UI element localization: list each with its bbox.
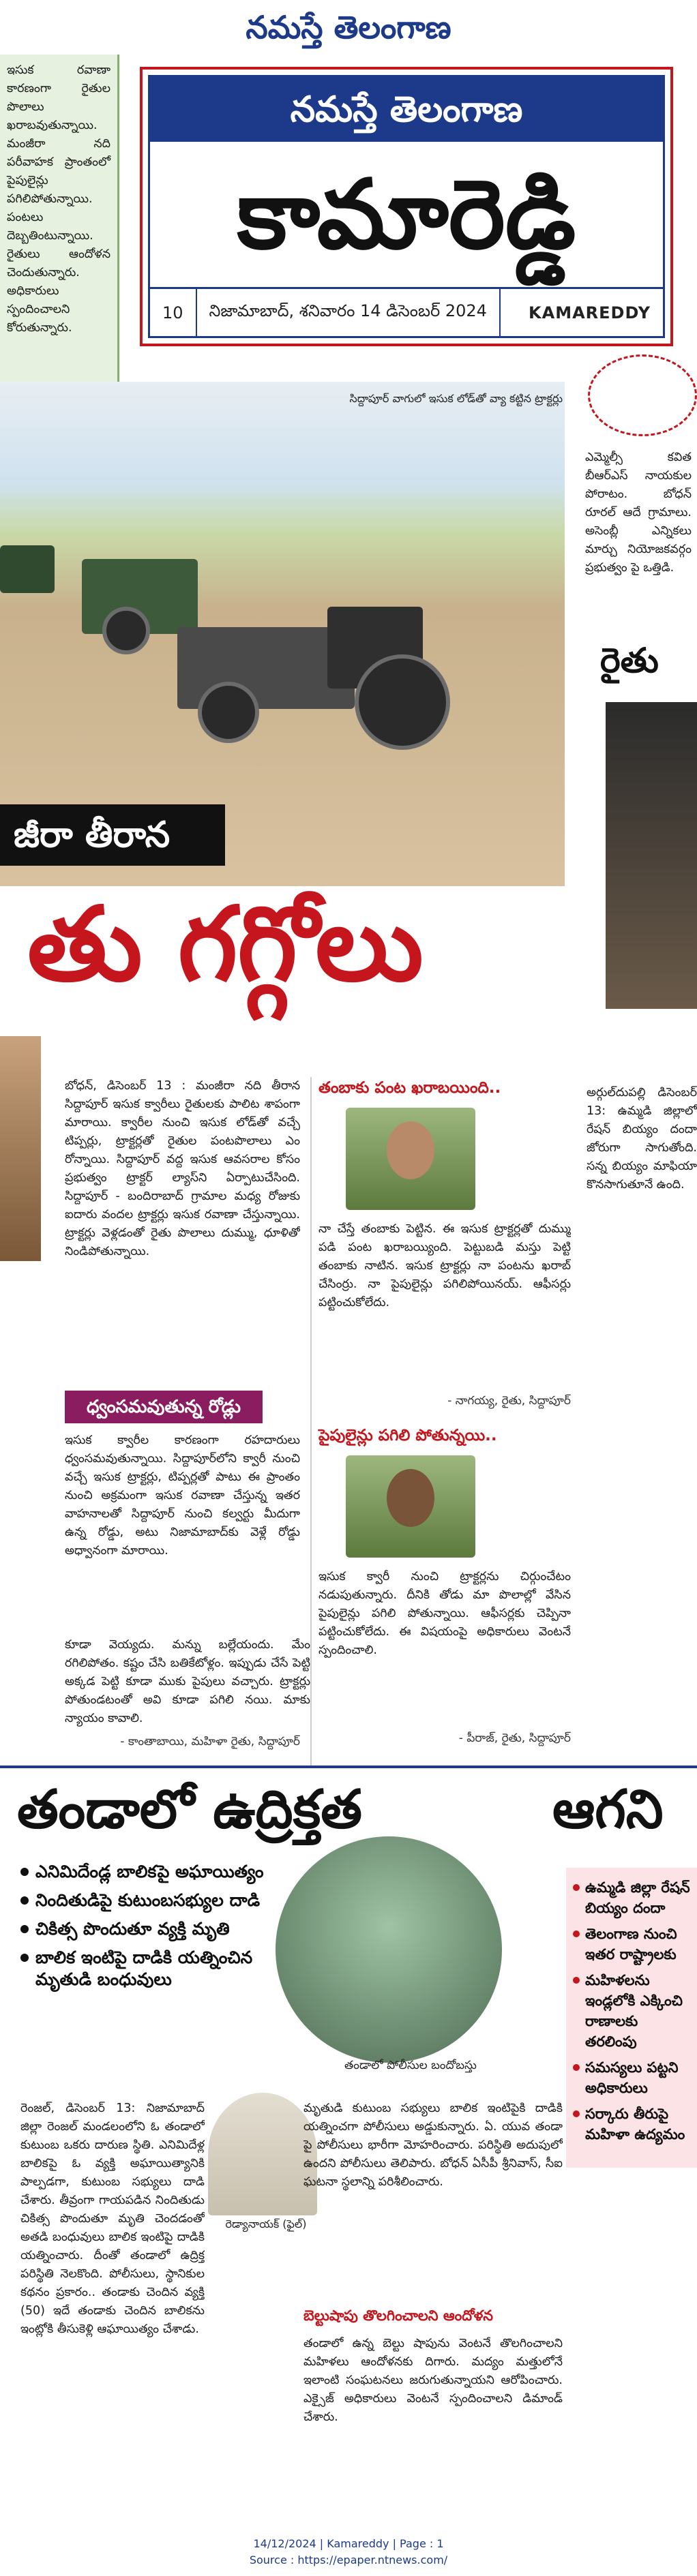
footer-line-1: 14/12/2024 | Kamareddy | Page : 1: [253, 2537, 444, 2550]
side-headline: ఆగని: [552, 1779, 664, 1840]
subhead-roads: ధ్వంసమవుతున్న రోడ్లు: [65, 1391, 263, 1423]
quote-1-attribution: - నాగయ్య, రైతు, సిద్దాపూర్: [447, 1394, 571, 1408]
edition-inner: [148, 75, 665, 338]
pink-item: తెలంగాణ నుంచి ఇతర రాష్ట్రాలకు: [573, 1924, 690, 1965]
quote-2-text: ఇసుక క్వారీ నుంచి ట్రాక్టర్లను చిర్గుంచేటం నడుపుతున్నారు. దీనికి తోడు మా పొలాల్లో వేసిన పైపులైన్లు పగిలి పోతున్నాయి. ఆఫీసర్లకు చెప్పినా పట్టించుకోలేదు. ఈ విషయంపై అధికారులు వెంటనే స్పందించాలి.: [318, 1570, 571, 1657]
right-badge: [588, 354, 697, 436]
story-column-1: బోధన్, డిసెంబర్ 13 : మంజీరా నది తీరాన సిద్దాపూర్ ఇసుక క్వారీలు రైతులకు పాలిట శాపంగా మారాయి. క్వారీల నుంచి ఇసుక లోడ్‌తో వచ్చే టిప్పర్లు, ట్రాక్టర్లతో రైతుల పంటపొలాలు ఎం రోన్నాయి. సిద్దాపూర్ వద్ద ఇసుక ఆవసరాల కోసం ప్రభుత్వం ట్రాక్టర్ ల్యాస్‌ని ఏర్పాటుచేసింది. సిద్దాపూర్ - బందిరాబాద్ గ్రామాల మధ్య రోజుకు ఐదారు వందల ట్రాక్టర్లు ఇసుక రవాణా చేస్తున్నాయి. ట్రాక్టర్లు వెళ్లడంతో రైతు పొలాలు దుమ్ము, ధూళితో నిండిపోతున్నాయి.: [65, 1079, 300, 1258]
bullet-dot: [20, 1868, 29, 1876]
pink-item: మహిళలను ఇండ్లలోకి ఎక్కించి రాణాలకు తరలింపు: [573, 1970, 690, 2052]
inset-portrait-name: రెడ్యానాయక్ (ఫైల్): [225, 2217, 307, 2230]
photo-caption: సిద్దాపూర్ వాగులో ఇసుక లోడ్‌తో వ్యా కట్టిన ట్రాక్టర్లు: [349, 392, 563, 405]
main-headline: తు గగ్గోలు: [27, 884, 424, 1004]
right-heading: రైతు: [600, 641, 659, 680]
page-footer: [0, 2536, 697, 2570]
section-divider: [0, 1766, 697, 1768]
face-shape: [387, 1121, 434, 1179]
story-column-2: ఇసుక క్వారీల కారణంగా రహదారులు ధ్వంసమవుతున్నాయి. సిద్దాపూర్‌లోని క్వారీ నుంచి వచ్చే ఇసుక ట్రాక్టర్లు, టిప్పర్లతో పాటు ఈ ప్రాంతం నుంచి అక్రమంగా ఇసుక రవాణా చేస్తున్న ఇతర వాహనాలతో సిద్దాపూర్ నుంచి కల్వర్టు మీదుగా ఉన్న రోడ్డు, అటు నిజామాబాద్‌కు వెళ్లే రోడ్డు అధ్వానంగా మారాయి.: [65, 1434, 300, 1558]
bullet-dot: [20, 1954, 29, 1962]
farmer-photo-1: [346, 1108, 475, 1210]
quote-2-title: పైపులైన్లు పగిలి పోతున్నయి..: [318, 1427, 497, 1444]
bullet-item: బాలిక ఇంటిపై దాడికి యత్నించిన మృతుడి బంధువులు: [20, 1947, 293, 1990]
attribution-1: - కాంతాబాయి, మహిళా రైతు, సిద్దాపూర్: [120, 1735, 300, 1748]
quote-1-title: తంబాకు పంట ఖరాబయింది..: [318, 1079, 501, 1097]
bullet-dot: [20, 1896, 29, 1905]
pink-item: సమస్యలు పట్టని అధికారులు: [573, 2057, 690, 2098]
bullet-dot: [573, 2064, 580, 2071]
bullet-item: ఎనిమిదేండ్ల బాలికపై అఘాయిత్యం: [20, 1861, 293, 1883]
quote-2-attribution: - పీరాజ్, రైతు, సిద్దాపూర్: [458, 1731, 571, 1745]
bullet-dot: [20, 1925, 29, 1933]
edition-code: KAMAREDDY: [529, 303, 651, 322]
masthead-title: నమస్తే తెలంగాణ: [246, 9, 451, 46]
edition-meta: [150, 287, 663, 336]
edition-box: [140, 67, 673, 346]
quote-box: [310, 1077, 576, 1766]
bullet-dot: [573, 1977, 580, 1984]
pink-item: సర్కారు తీరుపై మహిళా ఉద్యమం: [573, 2104, 690, 2145]
story-middle: మృతుడి కుటుంబ సభ్యులు బాలిక ఇంటిపైకి దాడికి యత్నించగా పోలీసులు అడ్డుకున్నారు. ఏ. యువ తండా పై పోలీసులు భారీగా మోహరించారు. పరిస్థితి అదుపులో ఉందని పోలీసులు తెలిపారు. బోధన్ ఏసీపీ శ్రీనివాస్, సీఐ ఘటనా స్థలాన్ని పరిశీలించారు.: [303, 2102, 563, 2189]
farmer-photo-2: [346, 1455, 475, 1558]
quote-1-text: నా చేస్తే తంబాకు పెట్టిన. ఈ ఇసుక ట్రాక్టర్లతో దుమ్ము పడి పంట ఖరాబయ్యింది. పెట్టుబడి మస్తు పెట్టి తంబాకు నాటిన. ఇసుక ట్రాక్టర్లు నా పంటను ఖరాబ్ చేసింర్రు. నా పైపులైన్లు పగిలిపోయినయ్. ఆఫీసర్లు పట్టించుకోలేదు.: [318, 1222, 571, 1309]
wheel-shape: [102, 607, 150, 654]
footer-source[interactable]: Source : https://epaper.ntnews.com/: [249, 2554, 448, 2566]
section-headline: తండాలో ఉద్రిక్తత: [17, 1779, 362, 1840]
bullet-dot: [573, 1884, 580, 1891]
bullet-item: నిందితుడిపై కుటుంబసభ్యుల దాడి: [20, 1890, 293, 1911]
page-number: 10: [150, 289, 197, 336]
bullet-dot: [573, 2110, 580, 2117]
police-photo-caption: తండాలో పోలీసుల బందోబస్తు: [344, 2059, 477, 2072]
subhead-belt-shop: బెల్టుషాపు తొలగించాలని ఆందోళన: [303, 2307, 493, 2324]
bullet-item: చికిత్స పొందుతూ వ్యక్తి మృతి: [20, 1918, 293, 1940]
right-column-story-2: అర్గుల్‌దుపల్లి డిసెంబర్ 13: ఉమ్మడి జిల్లాలో రేషన్ బియ్యం దందా జోరుగా సాగుతోంది. సన్న బియ్యం మాఫియా కొనసాగుతూనే ఉంది.: [587, 1086, 697, 1192]
right-column-story: ఎమ్మెల్సీ కవిత బీఆర్ఎస్ నాయకుల పోరాటం. బోధన్ రూరల్ ఆదే గ్రామాలు. అసెంబ్లీ ఎన్నికలు మార్చు నియోజకవర్గం ప్రభుత్వం పై ఒత్తిడి.: [585, 451, 692, 575]
inset-portrait: [208, 2093, 317, 2215]
wheel-shape: [198, 682, 259, 743]
bullet-dot: [573, 1930, 580, 1937]
story-column-3: కూడా వెయ్యదు. మన్ను బల్లేయందు. మేం రగిలిపోతం. కష్టం చేసి బతికేటోళ్లం. ఇప్పుడు చేసే పెట్టి అక్కడ పెట్టి కూడా ముకు పైపులు వచ్చారు. ట్రాక్టర్లు పోతుండటంతో అవి కూడా పగిలి నయి. మాకు న్యాయం కావాలి.: [65, 1638, 310, 1725]
edition-name: కామారెడ్డి: [237, 159, 576, 271]
bullet-list: [20, 1861, 293, 2079]
face-shape: [387, 1469, 434, 1527]
pink-item: ఉమ్మడి జిల్లా రేషన్ బియ్యం దందా: [573, 1877, 690, 1918]
kicker-headline: జీరా తీరాన: [0, 804, 225, 866]
left-photo-fragment: [0, 1036, 41, 1261]
police-photo: [273, 1834, 505, 2065]
dateline: నిజామాబాద్, శనివారం 14 డిసెంబర్ 2024: [197, 289, 501, 336]
edition-brand: నమస్తే తెలంగాణ: [150, 77, 663, 142]
left-column-story: ఇసుక రవాణా కారణంగా రైతుల పొలాలు ఖరాబవుతున్నాయి. మంజీరా నది పరీవాహక ప్రాంతంలో పైపులైన్లు పగిలిపోతున్నాయి. పంటలు దెబ్బతింటున్నాయి. రైతులు ఆందోళన చెందుతున్నారు. అధికారులు స్పందించాలని కోరుతున్నారు.: [0, 55, 119, 382]
wheel-shape: [355, 654, 450, 750]
story-left-bottom: రెంజల్, డిసెంబర్ 13: నిజామాబాద్ జిల్లా రెంజల్ మండలంలోని ఓ తండాలో కుటుంబ ఒకరు దారుణ స్థితి. ఎనిమిదేళ్ల బాలికపై ఓ వ్యక్తి అఘాయిత్యానికి పాల్పడగా, కుటుంబ సభ్యులు దాడి చేశారు. తీవ్రంగా గాయపడిన నిందితుడు చికిత్స పొందుతూ మృతి చెందడంతో అతడి బంధువులు బాలిక ఇంటిపై దాడికి యత్నించారు. దీంతో తండాలో ఉద్రిక్త పరిస్థితి నెలకొంది. పోలీసులు, స్థానికుల కథనం ప్రకారం.. తండాకు చెందిన వ్యక్తి (50) ఇదే తండాకు చెందిన బాలికను ఇంట్లోకి తీసుకెళ్లి ఆఘాయిత్యం చేశాడు.: [20, 2102, 205, 2336]
tractor-shape: [0, 545, 55, 593]
story-bottom: తండాలో ఉన్న బెల్టు షాపును వెంటనే తొలగించాలని మహిళలు ఆందోళనకు దిగారు. మద్యం మత్తులోనే ఇలాంటి సంఘటనలు జరుగుతున్నాయని ఆరోపించారు. ఎక్సైజ్ అధికారులు వెంటనే స్పందించాలని డిమాండ్ చేశారు.: [303, 2337, 563, 2424]
pink-highlight-box: [566, 1868, 697, 2168]
